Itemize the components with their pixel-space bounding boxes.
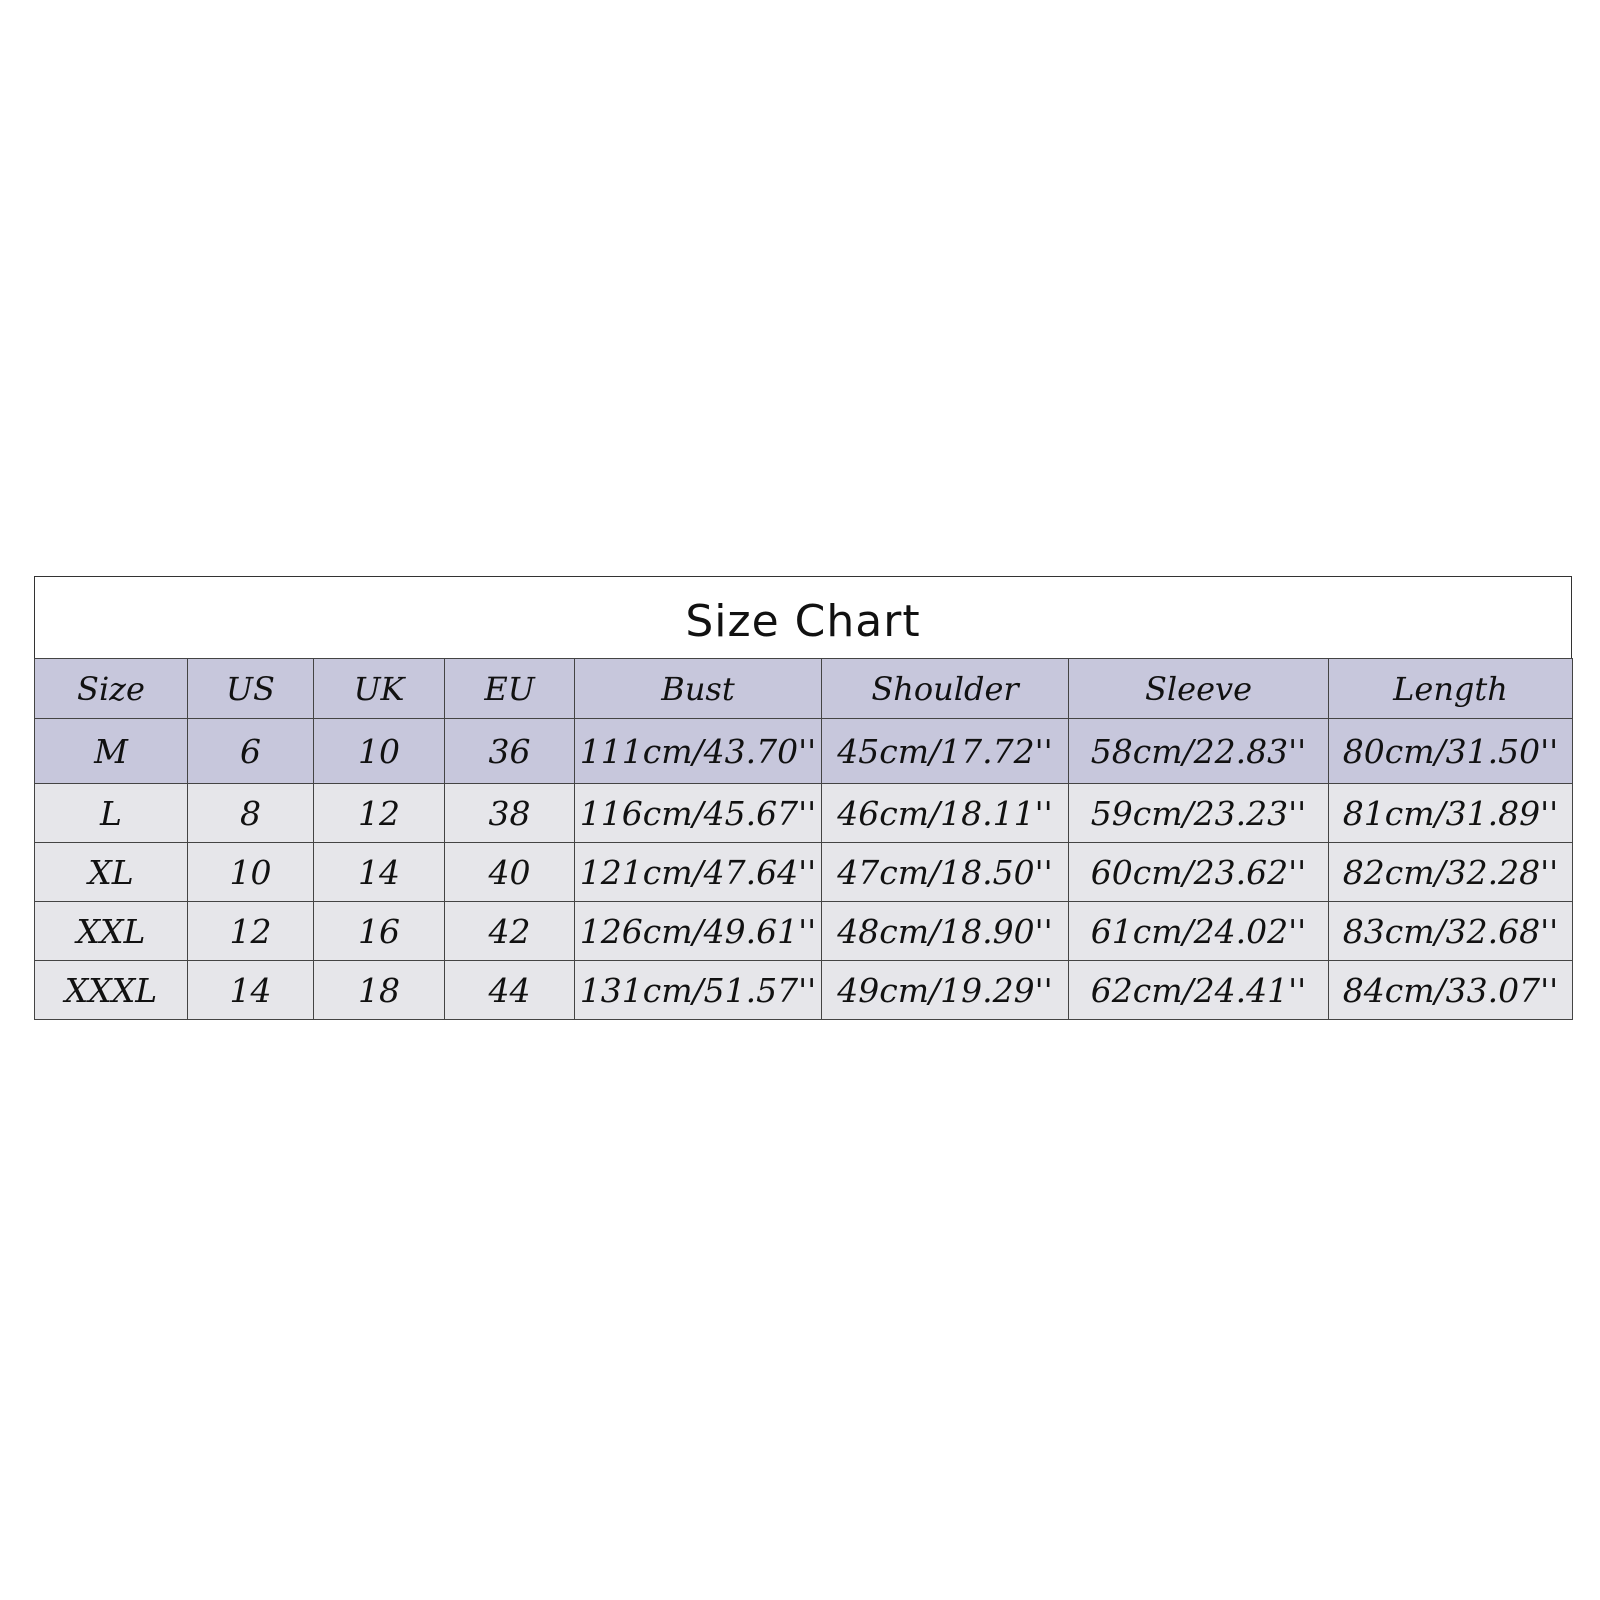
table-cell: 83cm/32.68'' xyxy=(1329,902,1573,961)
table-cell: XXL xyxy=(35,902,188,961)
table-cell: 46cm/18.11'' xyxy=(822,784,1069,843)
table-cell: 45cm/17.72'' xyxy=(822,719,1069,784)
column-header-sleeve: Sleeve xyxy=(1069,659,1329,719)
table-cell: 121cm/47.64'' xyxy=(575,843,822,902)
table-cell: 36 xyxy=(445,719,575,784)
table-cell: M xyxy=(35,719,188,784)
table-cell: 12 xyxy=(188,902,314,961)
table-cell: 14 xyxy=(188,961,314,1020)
table-cell: 18 xyxy=(314,961,445,1020)
table-cell: 8 xyxy=(188,784,314,843)
table-cell: 44 xyxy=(445,961,575,1020)
table-cell: L xyxy=(35,784,188,843)
table-cell: 82cm/32.28'' xyxy=(1329,843,1573,902)
size-chart xyxy=(34,576,1572,1020)
table-row xyxy=(35,784,1573,843)
table-cell: 58cm/22.83'' xyxy=(1069,719,1329,784)
table-cell: 47cm/18.50'' xyxy=(822,843,1069,902)
table-cell: 14 xyxy=(314,843,445,902)
table-cell: XL xyxy=(35,843,188,902)
table-cell: XXXL xyxy=(35,961,188,1020)
table-header-row xyxy=(35,659,1573,719)
table-cell: 10 xyxy=(188,843,314,902)
column-header-length: Length xyxy=(1329,659,1573,719)
table-cell: 6 xyxy=(188,719,314,784)
table-cell: 59cm/23.23'' xyxy=(1069,784,1329,843)
table-cell: 42 xyxy=(445,902,575,961)
table-cell: 60cm/23.62'' xyxy=(1069,843,1329,902)
column-header-us: US xyxy=(188,659,314,719)
table-cell: 84cm/33.07'' xyxy=(1329,961,1573,1020)
size-table xyxy=(34,658,1573,1020)
table-row xyxy=(35,961,1573,1020)
table-cell: 126cm/49.61'' xyxy=(575,902,822,961)
size-chart-title-box xyxy=(34,576,1572,658)
table-cell: 40 xyxy=(445,843,575,902)
table-cell: 131cm/51.57'' xyxy=(575,961,822,1020)
table-cell: 38 xyxy=(445,784,575,843)
column-header-eu: EU xyxy=(445,659,575,719)
table-row xyxy=(35,843,1573,902)
column-header-size: Size xyxy=(35,659,188,719)
table-cell: 116cm/45.67'' xyxy=(575,784,822,843)
size-chart-title: Size Chart xyxy=(685,596,921,647)
table-cell: 48cm/18.90'' xyxy=(822,902,1069,961)
table-row xyxy=(35,719,1573,784)
column-header-uk: UK xyxy=(314,659,445,719)
table-cell: 10 xyxy=(314,719,445,784)
table-cell: 80cm/31.50'' xyxy=(1329,719,1573,784)
table-cell: 12 xyxy=(314,784,445,843)
column-header-shoulder: Shoulder xyxy=(822,659,1069,719)
table-cell: 81cm/31.89'' xyxy=(1329,784,1573,843)
column-header-bust: Bust xyxy=(575,659,822,719)
table-cell: 62cm/24.41'' xyxy=(1069,961,1329,1020)
table-cell: 111cm/43.70'' xyxy=(575,719,822,784)
table-row xyxy=(35,902,1573,961)
table-cell: 49cm/19.29'' xyxy=(822,961,1069,1020)
table-cell: 16 xyxy=(314,902,445,961)
table-cell: 61cm/24.02'' xyxy=(1069,902,1329,961)
